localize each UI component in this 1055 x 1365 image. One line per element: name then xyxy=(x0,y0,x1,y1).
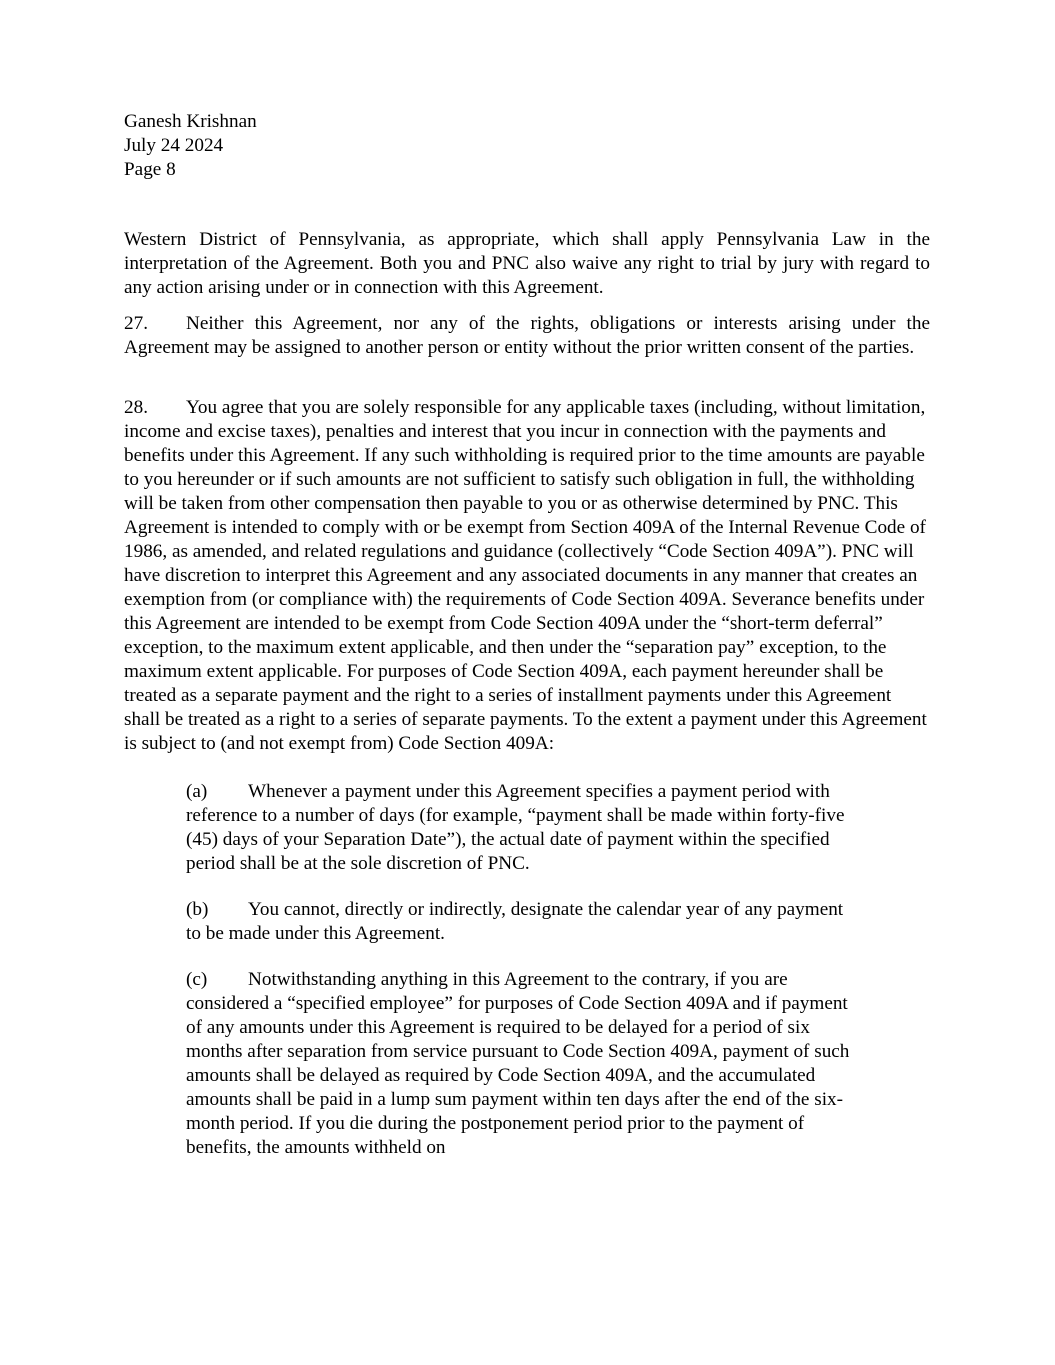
subsection-text: Notwithstanding anything in this Agreement to the contrary, if you are considered a “specified employee” for purposes of Code Section 409A and if payment of any amounts under this Agreement is required to be delayed for a period of six months after separation from service pursuant to Code Section 409A, payment of such amounts shall be delayed as required by Code Section 409A, and the accumulated amounts shall be paid in a lump sum payment within ten days after the end of the six-month period. If you die during the postponement period prior to the payment of benefits, the amounts withheld on xyxy=(186,969,850,1158)
recipient-name: Ganesh Krishnan xyxy=(124,111,257,132)
letter-date: July 24 2024 xyxy=(124,135,224,156)
section-text: You agree that you are solely responsible for any applicable taxes (including, without limitation, income and excise taxes), penalties and interest that you incur in connection with the payments and benefits under this Agreement. If any such withholding is required prior to the time amounts are payable to you hereunder or if such amounts are not sufficient to satisfy such obligation in full, the withholding will be taken from other compensation then payable to you or as otherwise determined by PNC. This Agreement is intended to comply with or be exempt from Section 409A of the Internal Revenue Code of 1986, as amended, and related regulations and guidance (collectively “Code Section 409A”). PNC will have discretion to interpret this Agreement and any associated documents in any manner that creates an exemption from (or compliance with) the requirements of Code Section 409A. Severance benefits under this Agreement are intended to be exempt from Code Section 409A under the “short-term deferral” exception, to the maximum extent applicable, and then under the “separation pay” exception, to the maximum extent applicable. For purposes of Code Section 409A, each payment hereunder shall be treated as a separate payment and the right to a series of installment payments under this Agreement shall be treated as a right to a series of separate payments. To the extent a payment under this Agreement is subject to (and not exempt from) Code Section 409A: xyxy=(124,397,927,754)
section-27 xyxy=(124,312,930,360)
subsection-text: You cannot, directly or indirectly, designate the calendar year of any payment to be made under this Agreement. xyxy=(186,899,844,944)
section-text: Neither this Agreement, nor any of the rights, obligations or interests arising under the Agreement may be assigned to another person or entity without the prior written consent of the parties. xyxy=(124,313,930,358)
subsection-b xyxy=(186,898,856,946)
subsection-label: (b) xyxy=(186,899,209,920)
subsection-text: Whenever a payment under this Agreement specifies a payment period with reference to a number of days (for example, “payment shall be made within forty-five (45) days of your Separation Date”), the actual date of payment within the specified period shall be at the sole discretion of PNC. xyxy=(186,781,845,874)
section-number: 27. xyxy=(124,313,148,334)
page-number: Page 8 xyxy=(124,159,176,180)
subsection-a xyxy=(186,780,856,876)
document-page xyxy=(124,110,930,1160)
section-number: 28. xyxy=(124,397,148,418)
subsection-c xyxy=(186,968,856,1160)
letter-header xyxy=(124,110,930,182)
subsection-label: (c) xyxy=(186,969,208,990)
section-28 xyxy=(124,396,930,756)
continuation-paragraph: Western District of Pennsylvania, as appropriate, which shall apply Pennsylvania Law in the interpretation of the Agreement. Both you and PNC also waive any right to trial by jury with regard to any action arising under or in connection with this Agreement. xyxy=(124,229,930,298)
subsection-label: (a) xyxy=(186,781,208,802)
